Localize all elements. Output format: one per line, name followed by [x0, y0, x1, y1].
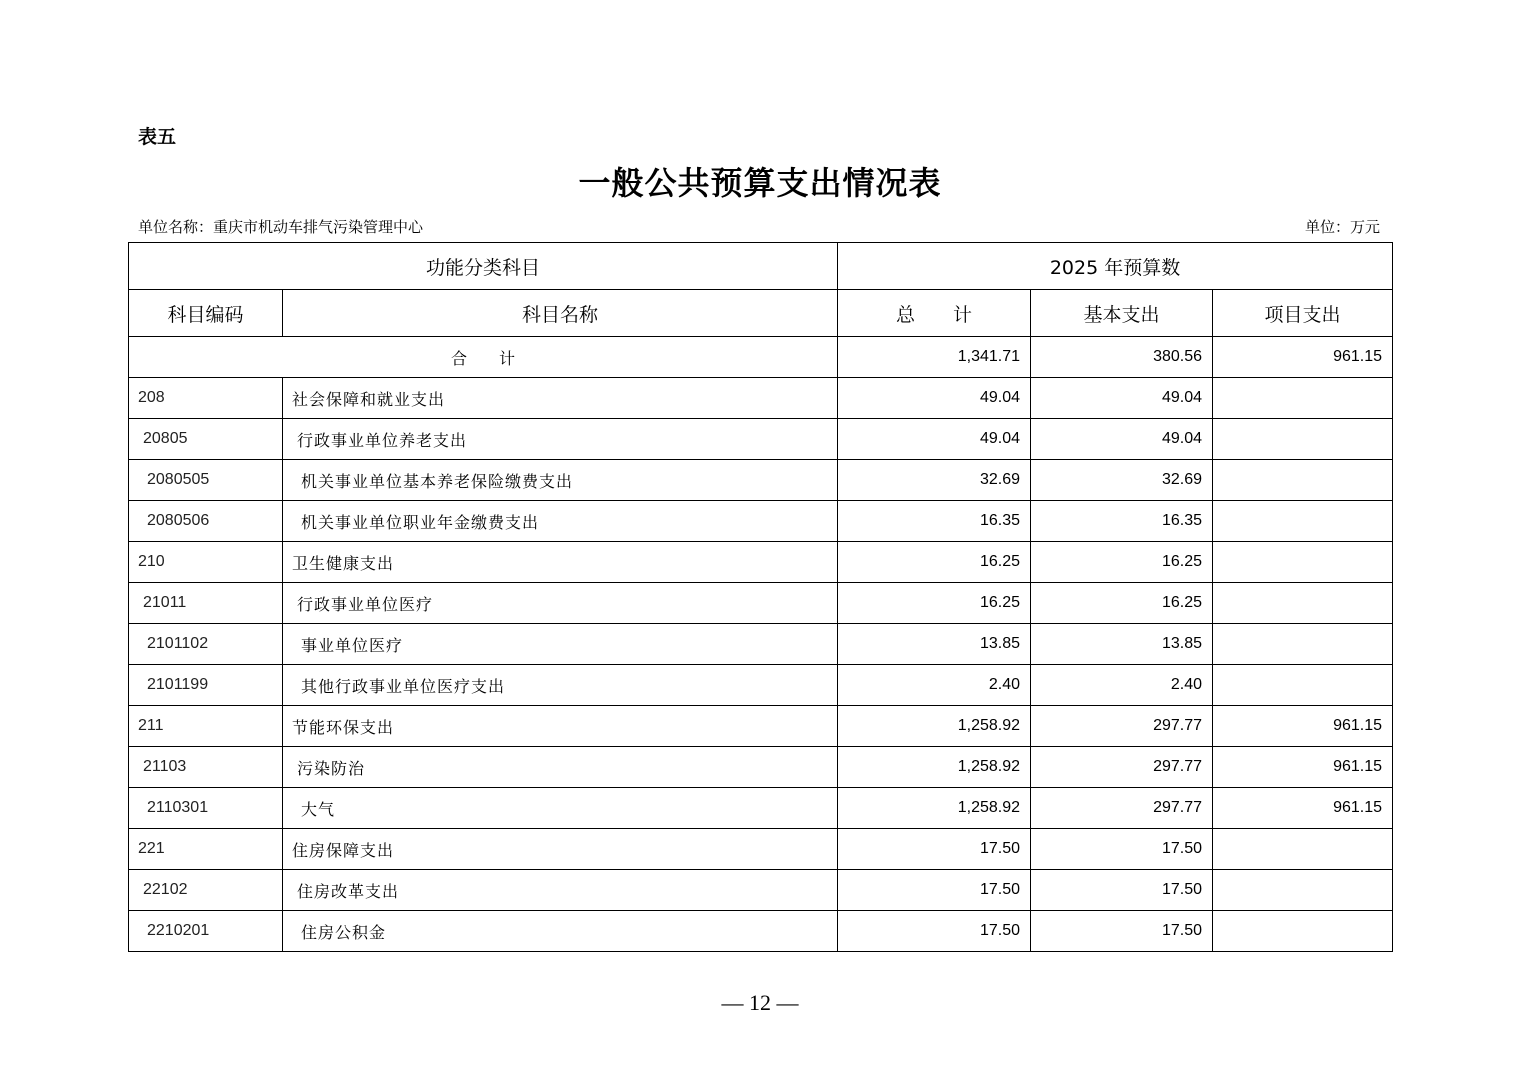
table-row — [129, 911, 1393, 952]
header-total: 总 计 — [838, 290, 1031, 337]
code-cell: 2080506 — [129, 501, 283, 542]
code-cell: 208 — [129, 378, 283, 419]
total-cell: 13.85 — [838, 624, 1031, 665]
code-cell: 21103 — [129, 747, 283, 788]
table-row — [129, 583, 1393, 624]
project-cell — [1213, 542, 1393, 583]
project-cell — [1213, 378, 1393, 419]
table-row — [129, 419, 1393, 460]
code-cell: 211 — [129, 706, 283, 747]
code-cell: 210 — [129, 542, 283, 583]
name-cell: 行政事业单位养老支出 — [283, 419, 838, 460]
total-project: 961.15 — [1213, 337, 1393, 378]
total-cell: 16.25 — [838, 542, 1031, 583]
basic-cell: 297.77 — [1031, 747, 1213, 788]
project-cell: 961.15 — [1213, 788, 1393, 829]
code-cell: 2101102 — [129, 624, 283, 665]
header-code: 科目编码 — [129, 290, 283, 337]
project-cell — [1213, 911, 1393, 952]
name-cell: 节能环保支出 — [283, 706, 838, 747]
basic-cell: 17.50 — [1031, 911, 1213, 952]
basic-cell: 16.25 — [1031, 583, 1213, 624]
table-row — [129, 788, 1393, 829]
code-cell: 2110301 — [129, 788, 283, 829]
total-amount: 1,341.71 — [838, 337, 1031, 378]
name-cell: 住房保障支出 — [283, 829, 838, 870]
name-cell: 行政事业单位医疗 — [283, 583, 838, 624]
table-row — [129, 624, 1393, 665]
header-name: 科目名称 — [283, 290, 838, 337]
unit-name: 单位名称：重庆市机动车排气污染管理中心 — [138, 218, 424, 236]
total-cell: 16.25 — [838, 583, 1031, 624]
name-cell: 住房改革支出 — [283, 870, 838, 911]
table-row — [129, 501, 1393, 542]
total-cell: 17.50 — [838, 829, 1031, 870]
total-cell: 17.50 — [838, 870, 1031, 911]
project-cell — [1213, 419, 1393, 460]
header-function-category: 功能分类科目 — [129, 243, 838, 290]
name-cell: 社会保障和就业支出 — [283, 378, 838, 419]
project-cell — [1213, 501, 1393, 542]
code-cell: 22102 — [129, 870, 283, 911]
total-label: 合 计 — [129, 337, 838, 378]
name-cell: 其他行政事业单位医疗支出 — [283, 665, 838, 706]
name-cell: 机关事业单位职业年金缴费支出 — [283, 501, 838, 542]
name-cell: 卫生健康支出 — [283, 542, 838, 583]
header-row-columns — [129, 290, 1393, 337]
basic-cell: 297.77 — [1031, 788, 1213, 829]
total-cell: 1,258.92 — [838, 706, 1031, 747]
header-basic: 基本支出 — [1031, 290, 1213, 337]
project-cell — [1213, 624, 1393, 665]
basic-cell: 49.04 — [1031, 419, 1213, 460]
page-title: 一般公共预算支出情况表 — [578, 164, 942, 202]
project-cell — [1213, 583, 1393, 624]
code-cell: 2101199 — [129, 665, 283, 706]
total-cell: 49.04 — [838, 378, 1031, 419]
code-cell: 2210201 — [129, 911, 283, 952]
page-number: — 12 — — [721, 990, 799, 1015]
project-cell — [1213, 870, 1393, 911]
basic-cell: 16.25 — [1031, 542, 1213, 583]
table-row — [129, 870, 1393, 911]
total-basic: 380.56 — [1031, 337, 1213, 378]
code-cell: 2080505 — [129, 460, 283, 501]
table-row — [129, 706, 1393, 747]
table-row — [129, 460, 1393, 501]
name-cell: 污染防治 — [283, 747, 838, 788]
budget-table — [128, 242, 1393, 952]
table-label: 表五 — [138, 126, 177, 148]
basic-cell: 49.04 — [1031, 378, 1213, 419]
unit-label: 单位：万元 — [1304, 218, 1380, 236]
basic-cell: 17.50 — [1031, 870, 1213, 911]
total-cell: 1,258.92 — [838, 747, 1031, 788]
header-budget-year: 2025 年预算数 — [838, 243, 1393, 290]
name-cell: 大气 — [283, 788, 838, 829]
code-cell: 21011 — [129, 583, 283, 624]
basic-cell: 297.77 — [1031, 706, 1213, 747]
total-cell: 32.69 — [838, 460, 1031, 501]
project-cell: 961.15 — [1213, 706, 1393, 747]
total-cell: 16.35 — [838, 501, 1031, 542]
basic-cell: 17.50 — [1031, 829, 1213, 870]
project-cell — [1213, 460, 1393, 501]
project-cell — [1213, 665, 1393, 706]
table-row — [129, 829, 1393, 870]
header-project: 项目支出 — [1213, 290, 1393, 337]
basic-cell: 13.85 — [1031, 624, 1213, 665]
table-row — [129, 378, 1393, 419]
code-cell: 20805 — [129, 419, 283, 460]
total-cell: 1,258.92 — [838, 788, 1031, 829]
table-row — [129, 665, 1393, 706]
table-row — [129, 747, 1393, 788]
project-cell — [1213, 829, 1393, 870]
total-cell: 17.50 — [838, 911, 1031, 952]
basic-cell: 2.40 — [1031, 665, 1213, 706]
name-cell: 住房公积金 — [283, 911, 838, 952]
table-row — [129, 542, 1393, 583]
code-cell: 221 — [129, 829, 283, 870]
total-cell: 49.04 — [838, 419, 1031, 460]
total-cell: 2.40 — [838, 665, 1031, 706]
header-row-group — [129, 243, 1393, 290]
name-cell: 机关事业单位基本养老保险缴费支出 — [283, 460, 838, 501]
basic-cell: 16.35 — [1031, 501, 1213, 542]
total-row — [129, 337, 1393, 378]
basic-cell: 32.69 — [1031, 460, 1213, 501]
project-cell: 961.15 — [1213, 747, 1393, 788]
name-cell: 事业单位医疗 — [283, 624, 838, 665]
